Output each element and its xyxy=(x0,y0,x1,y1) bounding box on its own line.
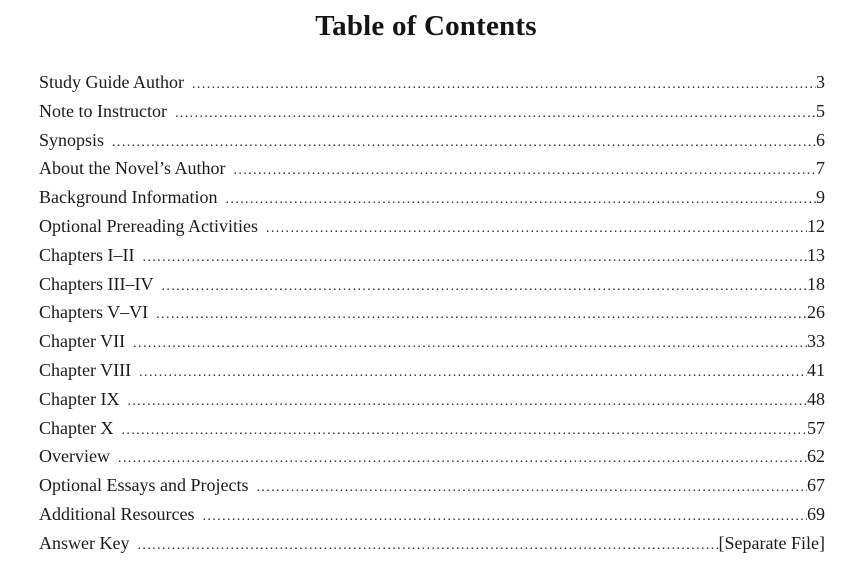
dot-leader xyxy=(142,244,807,273)
dot-leader xyxy=(133,330,807,359)
toc-entry-page-number: 41 xyxy=(807,359,825,380)
toc-entry-label: Chapters I–II xyxy=(39,244,135,265)
toc-entry-chapter-9 xyxy=(39,385,825,414)
toc-entry-chapters-5-6 xyxy=(39,298,825,327)
toc-entry-page-number: 9 xyxy=(816,187,825,208)
dot-leader xyxy=(112,129,816,158)
toc-entry-chapter-8 xyxy=(39,356,825,385)
toc-entry-page-number: 5 xyxy=(816,100,825,121)
toc-entry-label: Study Guide Author xyxy=(39,72,185,92)
toc-entry-page-number: 6 xyxy=(816,129,825,150)
toc-entry-label: About the Novel’s Author xyxy=(39,158,226,179)
toc-entry-chapter-7 xyxy=(39,327,825,356)
toc-entry-background-information xyxy=(39,183,825,212)
dot-leader xyxy=(256,474,807,503)
toc-entry-about-author xyxy=(39,154,825,183)
dot-leader xyxy=(202,503,807,532)
toc-entry-label: Optional Prereading Activities xyxy=(39,215,258,236)
toc-entry-prereading-activities xyxy=(39,212,825,241)
toc-entry-page-number: 7 xyxy=(816,158,825,179)
toc-entry-label: Chapter VII xyxy=(39,331,126,352)
dot-leader xyxy=(137,532,718,561)
toc-entry-page-number: 48 xyxy=(807,388,825,409)
toc-entry-label: Chapter IX xyxy=(39,388,120,409)
dot-leader xyxy=(139,359,807,388)
toc-entry-label: Additional Resources xyxy=(39,503,195,524)
dot-leader xyxy=(175,100,816,129)
page-title: Table of Contents xyxy=(315,10,537,42)
toc-entry-page-number: 62 xyxy=(807,446,825,467)
toc-entry-label: Chapter X xyxy=(39,417,114,438)
dot-leader xyxy=(192,71,816,100)
dot-leader xyxy=(118,445,807,474)
toc-entry-label: Synopsis xyxy=(39,129,105,150)
toc-entry-page-number: 67 xyxy=(807,475,825,496)
toc-entry-page-number: 33 xyxy=(807,331,825,352)
toc-entry-page-number: 13 xyxy=(807,244,825,265)
toc-entry-chapters-1-2 xyxy=(39,241,825,270)
toc-entry-label: Chapters III–IV xyxy=(39,273,154,294)
toc-entry-chapters-3-4 xyxy=(39,270,825,299)
dot-leader xyxy=(225,186,816,215)
toc-entry-label: Chapter VIII xyxy=(39,359,132,380)
table-of-contents xyxy=(39,68,825,558)
toc-entry-label: Optional Essays and Projects xyxy=(39,475,249,496)
toc-entry-essays-projects xyxy=(39,471,825,500)
toc-entry-page-number: 18 xyxy=(807,273,825,294)
dot-leader xyxy=(121,417,807,446)
toc-entry-label: Note to Instructor xyxy=(39,100,167,121)
toc-entry-study-guide-author xyxy=(39,68,825,97)
toc-entry-page-number: 3 xyxy=(816,72,825,92)
toc-entry-overview xyxy=(39,442,825,471)
toc-entry-additional-resources xyxy=(39,500,825,529)
toc-entry-page-number: [Separate File] xyxy=(718,532,825,553)
toc-entry-page-number: 26 xyxy=(807,302,825,323)
dot-leader xyxy=(161,273,807,302)
dot-leader xyxy=(234,157,817,186)
toc-entry-page-number: 69 xyxy=(807,503,825,524)
toc-entry-label: Background Information xyxy=(39,187,218,208)
toc-entry-label: Answer Key xyxy=(39,532,130,553)
dot-leader xyxy=(156,301,807,330)
toc-entry-answer-key xyxy=(39,529,825,558)
dot-leader xyxy=(266,215,807,244)
toc-entry-label: Overview xyxy=(39,446,110,467)
toc-entry-chapter-10 xyxy=(39,414,825,443)
dot-leader xyxy=(127,388,807,417)
toc-entry-synopsis xyxy=(39,126,825,155)
toc-entry-note-to-instructor xyxy=(39,97,825,126)
toc-entry-page-number: 57 xyxy=(807,417,825,438)
toc-entry-label: Chapters V–VI xyxy=(39,302,149,323)
toc-entry-page-number: 12 xyxy=(807,215,825,236)
